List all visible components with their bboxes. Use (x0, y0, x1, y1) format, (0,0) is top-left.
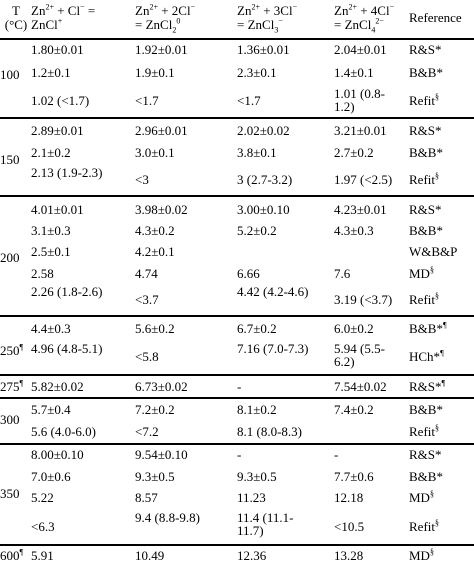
cell-275-r1-c2: 6.73±0.02 (135, 379, 188, 394)
cell-300-r1-c4: 7.4±0.2 (334, 402, 374, 417)
cell-300-r2-c2: <7.2 (135, 424, 159, 439)
ref-150-r1: R&S* (409, 123, 442, 138)
ref-150-r3: Refit§ (409, 171, 439, 187)
header-reference: Reference (409, 10, 462, 25)
cell-600-r1-c3: 12.36 (237, 548, 267, 563)
cell-200-r5-c4: 3.19 (<3.7) (334, 292, 393, 307)
cell-250-r1-c1: 4.4±0.3 (31, 321, 71, 336)
ref-250-r1: B&B*¶ (409, 320, 447, 336)
cell-350-r1-c1: 8.00±0.10 (31, 447, 84, 462)
cell-350-r4-c2: 9.4 (8.8-9.8) (135, 510, 200, 525)
cell-250-r2-c1: 4.96 (4.8-5.1) (31, 341, 103, 356)
cell-150-r2-c4: 2.7±0.2 (334, 145, 374, 160)
cell-200-r1-c2: 3.98±0.02 (135, 202, 188, 217)
cell-150-r3-c2: <3 (135, 172, 149, 187)
cell-200-r2-c3: 5.2±0.2 (237, 223, 277, 238)
ref-150-r2: B&B* (409, 145, 443, 160)
ref-100-r2: B&B* (409, 65, 443, 80)
cell-300-r2-c3: 8.1 (8.0-8.3) (237, 424, 302, 439)
cell-100-r2-c4: 1.4±0.1 (334, 65, 374, 80)
cell-150-r2-c1: 2.1±0.2 (31, 145, 71, 160)
temp-600: 600¶ (0, 547, 24, 563)
cell-100-r3-c2: <1.7 (135, 93, 159, 108)
cell-200-r1-c3: 3.00±0.10 (237, 202, 290, 217)
header-col-zncl2: $Zn^{2+} + 2Cl^-$ = ZnCl$_2^0$ (135, 2, 196, 35)
cell-200-r5-c3: 4.42 (4.2-4.6) (237, 284, 309, 299)
ref-200-r4: MD§ (409, 265, 434, 281)
cell-150-r3-c1: 2.13 (1.9-2.3) (31, 165, 103, 180)
header-col-zncl3: $Zn^{2+} + 3Cl^-$ = ZnCl$_3$− (237, 2, 298, 35)
cell-100-r2-c3: 2.3±0.1 (237, 65, 277, 80)
rule-200 (0, 315, 474, 317)
cell-200-r2-c4: 4.3±0.3 (334, 223, 374, 238)
cell-600-r1-c2: 10.49 (135, 548, 165, 563)
rule-header (0, 38, 474, 40)
ref-300-r1: B&B* (409, 402, 443, 417)
cell-350-r4-c3: 11.4 (11.1-11.7) (237, 510, 294, 538)
cell-275-r1-c1: 5.82±0.02 (31, 379, 84, 394)
ref-350-r1: R&S* (409, 447, 442, 462)
cell-200-r5-c2: <3.7 (135, 292, 159, 307)
ref-350-r3: MD§ (409, 489, 434, 505)
cell-250-r1-c4: 6.0±0.2 (334, 321, 374, 336)
ref-350-r2: B&B* (409, 469, 443, 484)
temp-275: 275¶ (0, 378, 24, 394)
cell-150-r1-c4: 3.21±0.01 (334, 123, 387, 138)
cell-350-r3-c4: 12.18 (334, 490, 364, 505)
cell-275-r1-c3: - (237, 379, 242, 394)
header-temperature: T (°C) (4, 3, 28, 32)
cell-200-r3-c2: 4.2±0.1 (135, 244, 175, 259)
rule-100 (0, 117, 474, 119)
cell-300-r1-c3: 8.1±0.2 (237, 402, 277, 417)
ref-275-r1: R&S*¶ (409, 378, 446, 394)
cell-275-r1-c4: 7.54±0.02 (334, 379, 387, 394)
cell-350-r2-c1: 7.0±0.6 (31, 469, 71, 484)
ref-200-r1: R&S* (409, 202, 442, 217)
temp-350: 350 (0, 486, 20, 501)
cell-350-r1-c2: 9.54±0.10 (135, 447, 188, 462)
temp-300: 300 (0, 412, 20, 427)
cell-200-r1-c1: 4.01±0.01 (31, 202, 84, 217)
cell-100-r3-c3: <1.7 (237, 93, 261, 108)
temp-200: 200 (0, 250, 20, 265)
ref-200-r3: W&B&P (409, 244, 458, 259)
temp-250: 250¶ (0, 342, 24, 358)
cell-600-r1-c4: 13.28 (334, 548, 364, 563)
cell-300-r1-c2: 7.2±0.2 (135, 402, 175, 417)
ref-100-r1: R&S* (409, 42, 442, 57)
rule-150 (0, 195, 474, 197)
cell-150-r2-c2: 3.0±0.1 (135, 145, 175, 160)
cell-100-r1-c3: 1.36±0.01 (237, 42, 290, 57)
cell-250-r1-c3: 6.7±0.2 (237, 321, 277, 336)
cell-150-r1-c2: 2.96±0.01 (135, 123, 188, 138)
cell-150-r3-c3: 3 (2.7-3.2) (237, 172, 293, 187)
ref-200-r2: B&B* (409, 223, 443, 238)
ref-350-r4: Refit§ (409, 518, 439, 534)
cell-200-r5-c1: 2.26 (1.8-2.6) (31, 284, 103, 299)
cell-250-r2-c2: <5.8 (135, 349, 159, 364)
ref-300-r2: Refit§ (409, 423, 439, 439)
cell-600-r1-c1: 5.91 (31, 548, 54, 563)
cell-150-r2-c3: 3.8±0.1 (237, 145, 277, 160)
cell-250-r2-c3: 7.16 (7.0-7.3) (237, 341, 309, 356)
ref-200-r5: Refit§ (409, 291, 439, 307)
temp-150: 150 (0, 152, 20, 167)
cell-200-r2-c2: 4.3±0.2 (135, 223, 175, 238)
cell-100-r1-c1: 1.80±0.01 (31, 42, 84, 57)
cell-200-r1-c4: 4.23±0.01 (334, 202, 387, 217)
cell-300-r1-c1: 5.7±0.4 (31, 402, 71, 417)
header-col-zncl: $Zn^{2+} + Cl^-$ = ZnCl+ (31, 2, 96, 32)
cell-350-r3-c2: 8.57 (135, 490, 158, 505)
cell-350-r3-c3: 11.23 (237, 490, 266, 505)
cell-350-r2-c4: 7.7±0.6 (334, 469, 374, 484)
rule-350 (0, 544, 474, 546)
cell-100-r3-c4: 1.01 (0.8-1.2) (334, 86, 385, 114)
cell-100-r2-c1: 1.2±0.1 (31, 65, 71, 80)
cell-100-r1-c2: 1.92±0.01 (135, 42, 188, 57)
cell-350-r1-c3: - (237, 447, 242, 462)
cell-100-r2-c2: 1.9±0.1 (135, 65, 175, 80)
cell-200-r2-c1: 3.1±0.3 (31, 223, 71, 238)
ref-250-r2: HCh*¶ (409, 348, 444, 364)
cell-150-r1-c3: 2.02±0.02 (237, 123, 290, 138)
cell-100-r1-c4: 2.04±0.01 (334, 42, 387, 57)
cell-350-r1-c4: - (334, 447, 339, 462)
cell-100-r3-c1: 1.02 (<1.7) (31, 93, 90, 108)
header-col-zncl4: $Zn^{2+} + 4Cl^-$ = ZnCl$_4^{2-}$ (334, 2, 395, 35)
cell-250-r2-c4: 5.94 (5.5-6.2) (334, 341, 385, 369)
cell-150-r1-c1: 2.89±0.01 (31, 123, 84, 138)
cell-350-r3-c1: 5.22 (31, 490, 54, 505)
cell-350-r4-c1: <6.3 (31, 519, 55, 534)
cell-200-r4-c4: 7.6 (334, 266, 351, 281)
ref-600-r1: MD§ (409, 547, 434, 563)
cell-200-r4-c1: 2.58 (31, 266, 54, 281)
cell-150-r3-c4: 1.97 (<2.5) (334, 172, 393, 187)
cell-350-r4-c4: <10.5 (334, 519, 365, 534)
cell-300-r2-c1: 5.6 (4.0-6.0) (31, 424, 96, 439)
cell-250-r1-c2: 5.6±0.2 (135, 321, 175, 336)
rule-275 (0, 397, 474, 399)
cell-200-r4-c3: 6.66 (237, 266, 260, 281)
rule-250 (0, 374, 474, 376)
cell-350-r2-c3: 9.3±0.5 (237, 469, 277, 484)
temp-100: 100 (0, 67, 20, 82)
cell-200-r3-c1: 2.5±0.1 (31, 244, 71, 259)
cell-200-r4-c2: 4.74 (135, 266, 158, 281)
cell-350-r2-c2: 9.3±0.5 (135, 469, 175, 484)
ref-100-r3: Refit§ (409, 92, 439, 108)
rule-300 (0, 443, 474, 445)
